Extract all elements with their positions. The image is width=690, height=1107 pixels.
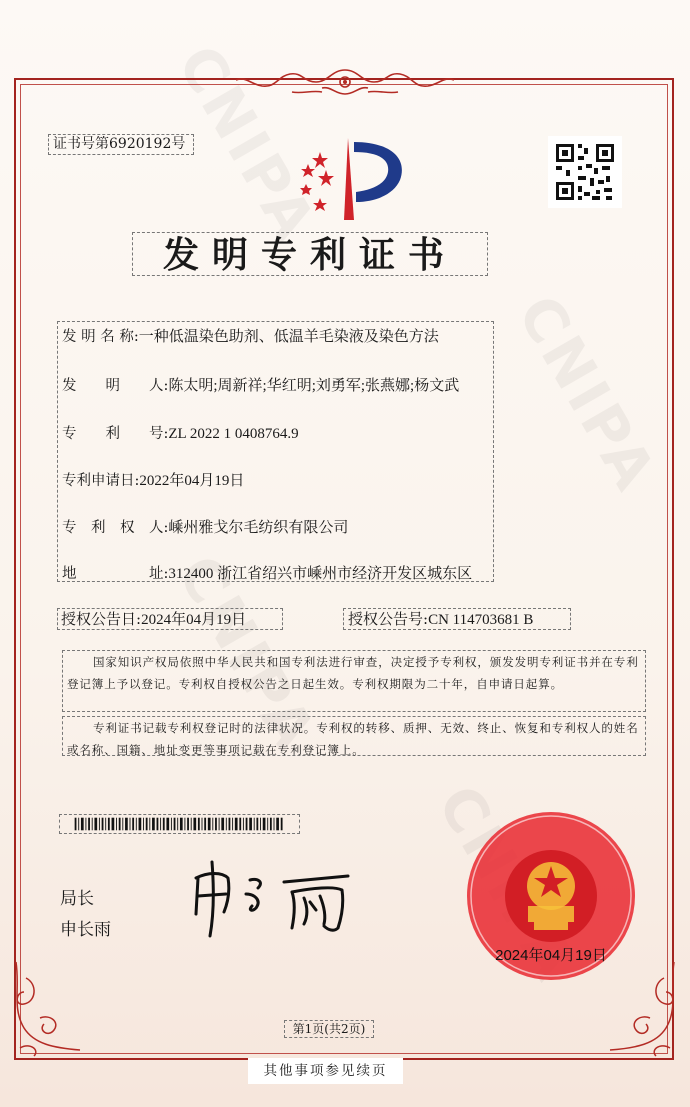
announcement-date	[57, 608, 283, 630]
field-label: 专 利 权 人:	[62, 520, 169, 536]
page-title: 发明专利证书	[132, 232, 488, 276]
field-value: 312400 浙江省绍兴市嵊州市经济开发区城东区	[168, 566, 473, 582]
field-patent-number	[62, 422, 299, 443]
legal-paragraph-2: 专利证书记载专利权登记时的法律状况。专利权的转移、质押、无效、终止、恢复和专利权人的姓名或名称、国籍、地址变更等事项记载在专利登记簿上。	[62, 716, 646, 756]
qr-code-icon	[548, 136, 622, 208]
legal-paragraph-1: 国家知识产权局依照中华人民共和国专利法进行审查，决定授予专利权，颁发发明专利证书并在专利登记簿上予以登记。专利权自授权公告之日起生效。专利权期限为二十年，自申请日起算。	[62, 650, 646, 712]
seal-date: 2024年04月19日	[495, 947, 607, 964]
field-address	[62, 562, 472, 583]
field-value: 一种低温染色助剂、低温羊毛染液及染色方法	[138, 329, 439, 345]
patent-info-box	[57, 321, 494, 582]
footer-note: 其他事项参见续页	[248, 1058, 403, 1084]
cnipa-logo-icon	[290, 132, 408, 224]
field-patentee	[62, 516, 348, 537]
director-title: 局长	[60, 889, 94, 909]
field-label: 授权公告号:	[348, 610, 429, 628]
field-value: CN 114703681 B	[428, 612, 534, 628]
field-value: 2022年04月19日	[139, 473, 245, 489]
ornament-top	[232, 66, 458, 98]
announcement-number	[343, 608, 571, 630]
field-application-date	[62, 469, 244, 490]
field-label: 授权公告日:	[61, 610, 142, 628]
field-label: 专利申请日:	[62, 473, 140, 489]
field-label: 发 明 名 称:	[62, 329, 139, 345]
field-label: 专 利 号:	[62, 426, 169, 442]
barcode-icon	[59, 814, 300, 834]
field-invention-name	[62, 325, 439, 346]
field-value: 陈太明;周新祥;华红明;刘勇军;张燕娜;杨文武	[168, 378, 460, 394]
certificate-number: 证书号第6920192号	[48, 134, 194, 155]
field-label: 发 明 人:	[62, 378, 169, 394]
field-label: 地 址:	[62, 566, 169, 582]
signature-icon	[188, 858, 360, 940]
director-name: 申长雨	[60, 920, 111, 940]
page-number: 第1页(共2页)	[284, 1020, 374, 1038]
ornament-bottom-left	[10, 958, 90, 1058]
field-value: 2024年04月19日	[141, 612, 247, 628]
field-value: ZL 2022 1 0408764.9	[168, 426, 299, 442]
field-value: 嵊州雅戈尔毛纺织有限公司	[168, 520, 349, 536]
field-inventors	[62, 374, 459, 395]
